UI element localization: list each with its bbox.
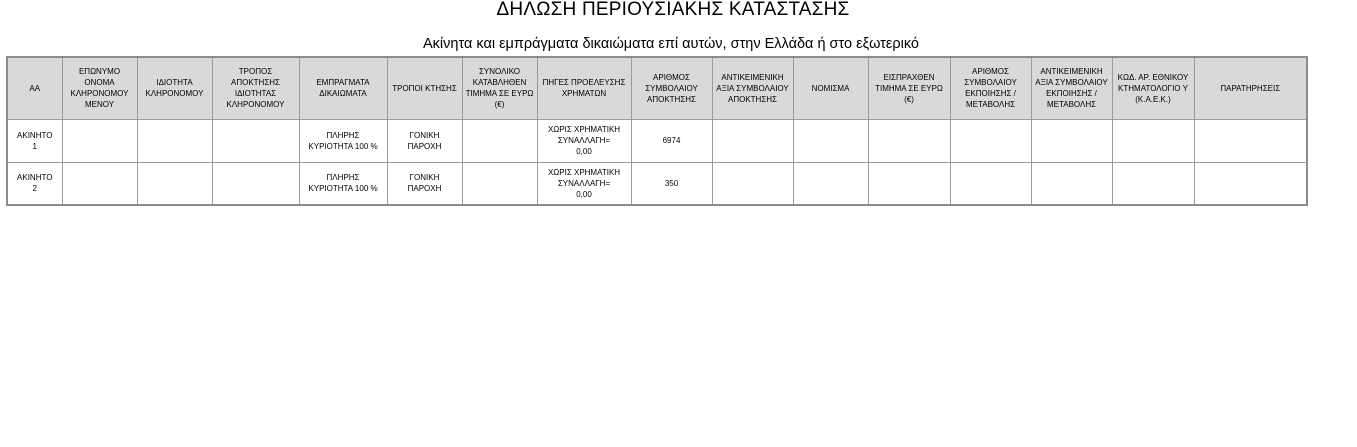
cell-heir-capacity	[137, 119, 212, 162]
cell-acquisition-contract-number: 6974	[631, 119, 712, 162]
cell-disposal-objective-value	[1031, 162, 1112, 205]
header-acquisition-objective-value: ΑΝΤΙΚΕΙΜΕΝΙΚΗ ΑΞΙΑ ΣΥΜΒΟΛΑΙΟΥ ΑΠΟΚΤΗΣΗΣ	[712, 57, 793, 119]
header-acquisition-contract-number: ΑΡΙΘΜΟΣ ΣΥΜΒΟΛΑΙΟΥ ΑΠΟΚΤΗΣΗΣ	[631, 57, 712, 119]
header-currency: ΝΟΜΙΣΜΑ	[793, 57, 868, 119]
cell-heir-name	[62, 119, 137, 162]
header-heir-acquisition-method: ΤΡΟΠΟΣ ΑΠΟΚΤΗΣΗΣ ΙΔΙΟΤΗΤΑΣ ΚΛΗΡΟΝΟΜΟΥ	[212, 57, 299, 119]
cell-currency	[793, 162, 868, 205]
table-row	[7, 162, 1307, 205]
cell-total-price-paid	[462, 162, 537, 205]
cell-acquisition-modes: ΓΟΝΙΚΗ ΠΑΡΟΧΗ	[387, 162, 462, 205]
cell-remarks	[1194, 162, 1307, 205]
header-property-rights: ΕΜΠΡΑΓΜΑΤΑ ΔΙΚΑΙΩΜΑΤΑ	[299, 57, 387, 119]
cell-acquisition-objective-value	[712, 162, 793, 205]
header-disposal-contract-number: ΑΡΙΘΜΟΣ ΣΥΜΒΟΛΑΙΟΥ ΕΚΠΟΙΗΣΗΣ /ΜΕΤΑΒΟΛΗΣ	[950, 57, 1031, 119]
header-funds-sources: ΠΗΓΕΣ ΠΡΟΕΛΕΥΣΗΣ ΧΡΗΜΑΤΩΝ	[537, 57, 631, 119]
header-acquisition-modes: ΤΡΟΠΟΙ ΚΤΗΣΗΣ	[387, 57, 462, 119]
cell-property-rights: ΠΛΗΡΗΣ ΚΥΡΙΟΤΗΤΑ 100 %	[299, 119, 387, 162]
header-remarks: ΠΑΡΑΤΗΡΗΣΕΙΣ	[1194, 57, 1307, 119]
cell-kaek-code	[1112, 162, 1194, 205]
document-title: ΔΗΛΩΣΗ ΠΕΡΙΟΥΣΙΑΚΗΣ ΚΑΤΑΣΤΑΣΗΣ	[496, 0, 850, 20]
cell-heir-capacity	[137, 162, 212, 205]
cell-funds-sources: ΧΩΡΙΣ ΧΡΗΜΑΤΙΚΗ ΣΥΝΑΛΛΑΓΗ= 0,00	[537, 119, 631, 162]
table-row	[7, 119, 1307, 162]
document-subtitle: Ακίνητα και εμπράγματα δικαιώματα επί αυτών, στην Ελλάδα ή στο εξωτερικό	[423, 36, 919, 52]
cell-price-received	[868, 162, 950, 205]
cell-heir-acquisition-method	[212, 119, 299, 162]
cell-heir-name	[62, 162, 137, 205]
cell-aa: ΑΚΙΝΗΤΟ 1	[7, 119, 62, 162]
header-disposal-objective-value: ΑΝΤΙΚΕΙΜΕΝΙΚΗ ΑΞΙΑ ΣΥΜΒΟΛΑΙΟΥ ΕΚΠΟΙΗΣΗΣ / ΜΕΤΑΒΟΛΗΣ	[1031, 57, 1112, 119]
cell-price-received	[868, 119, 950, 162]
header-aa: ΑΑ	[7, 57, 62, 119]
header-price-received: ΕΙΣΠΡΑΧΘΕΝ ΤΙΜΗΜΑ ΣΕ ΕΥΡΩ (€)	[868, 57, 950, 119]
cell-acquisition-modes: ΓΟΝΙΚΗ ΠΑΡΟΧΗ	[387, 119, 462, 162]
cell-remarks	[1194, 119, 1307, 162]
cell-aa: ΑΚΙΝΗΤΟ 2	[7, 162, 62, 205]
cell-kaek-code	[1112, 119, 1194, 162]
header-heir-capacity: ΙΔΙΟΤΗΤΑ ΚΛΗΡΟΝΟΜΟΥ	[137, 57, 212, 119]
cell-total-price-paid	[462, 119, 537, 162]
header-kaek-code: ΚΩΔ. ΑΡ. ΕΘΝΙΚΟΥ ΚΤΗΜΑΤΟΛΟΓΙΟ Υ (Κ.Α.Ε.Κ.)	[1112, 57, 1194, 119]
header-heir-name: ΕΠΩΝΥΜΟ ΟΝΟΜΑ ΚΛΗΡΟΝΟΜΟΥ ΜΕΝΟΥ	[62, 57, 137, 119]
cell-currency	[793, 119, 868, 162]
cell-acquisition-contract-number: 350	[631, 162, 712, 205]
cell-acquisition-objective-value	[712, 119, 793, 162]
cell-disposal-contract-number	[950, 119, 1031, 162]
table-header-row	[7, 57, 1307, 119]
cell-disposal-contract-number	[950, 162, 1031, 205]
header-total-price-paid: ΣΥΝΟΛΙΚΟ ΚΑΤΑΒΛΗΘΕΝ ΤΙΜΗΜΑ ΣΕ ΕΥΡΩ (€)	[462, 57, 537, 119]
cell-disposal-objective-value	[1031, 119, 1112, 162]
real-estate-table	[6, 56, 1308, 206]
cell-heir-acquisition-method	[212, 162, 299, 205]
cell-funds-sources: ΧΩΡΙΣ ΧΡΗΜΑΤΙΚΗ ΣΥΝΑΛΛΑΓΗ= 0,00	[537, 162, 631, 205]
cell-property-rights: ΠΛΗΡΗΣ ΚΥΡΙΟΤΗΤΑ 100 %	[299, 162, 387, 205]
